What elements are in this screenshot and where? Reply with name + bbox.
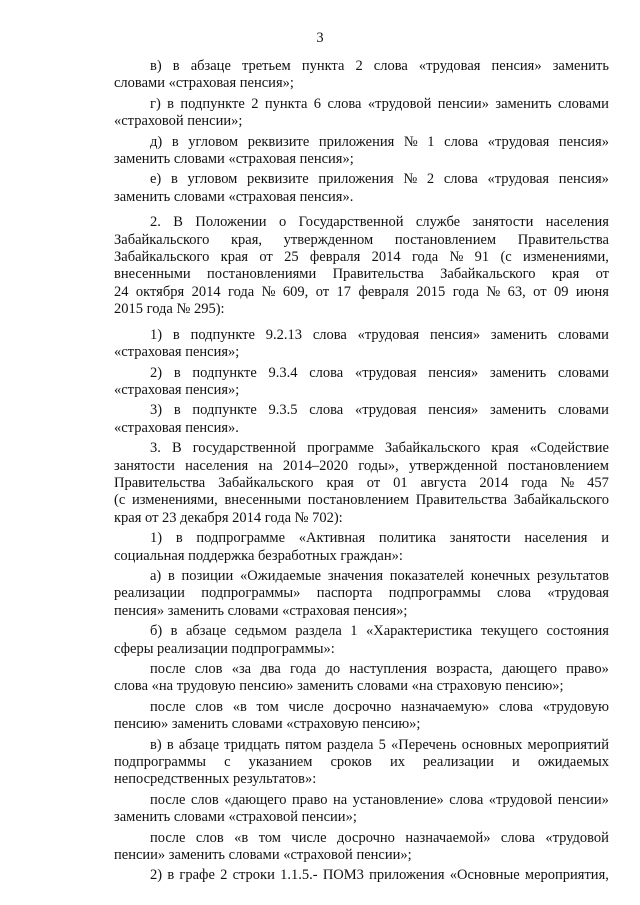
text-line: социальная поддержка безработных граждан»: bbox=[114, 547, 403, 564]
text-line: 2) в подпункте 9.3.4 слова «трудовая пенсия» заменить словами bbox=[150, 364, 609, 381]
text-line: после слов «за два года до наступления возраста, дающего право» bbox=[150, 661, 609, 677]
paragraph bbox=[114, 402, 609, 437]
text-line: 3) в подпункте 9.3.5 слова «трудовая пенсия» заменить словами bbox=[150, 402, 609, 419]
text-line: «страховой пенсии»; bbox=[114, 113, 243, 130]
text-line: а) в позиции «Ожидаемые значения показателей конечных результатов bbox=[150, 567, 609, 584]
paragraph bbox=[114, 58, 609, 93]
text-line: 1) в подпрограмме «Активная политика занятости населения и bbox=[150, 530, 609, 547]
text-line: заменить словами «страховой пенсии»; bbox=[114, 809, 357, 826]
text-line: сферы реализации подпрограммы»: bbox=[114, 640, 335, 657]
text-line: края от 23 декабря 2014 года № 702): bbox=[114, 509, 343, 526]
text-line: 2. В Положении о Государственной службе занятости населения bbox=[150, 214, 609, 231]
paragraph bbox=[114, 568, 609, 620]
paragraph bbox=[114, 134, 609, 169]
text-line: непосредственных результатов»: bbox=[114, 771, 317, 788]
text-line: (с изменениями, внесенными постановлением Правительства Забайкальского bbox=[114, 492, 609, 509]
text-line: Забайкальского края от 25 февраля 2014 года № 91 (с изменениями, bbox=[114, 249, 609, 266]
paragraph bbox=[114, 792, 609, 827]
text-line: 2) в графе 2 строки 1.1.5.- ПОМ3 приложения «Основные мероприятия, bbox=[150, 867, 609, 884]
text-line: б) в абзаце седьмом раздела 1 «Характеристика текущего состояния bbox=[150, 623, 609, 640]
paragraph bbox=[114, 623, 609, 658]
text-line: 1) в подпункте 9.2.13 слова «трудовая пенсия» заменить словами bbox=[150, 326, 609, 343]
text-line: пенсию» заменить словами «страховую пенсию»; bbox=[114, 716, 421, 733]
text-line: «страховая пенсия»; bbox=[114, 381, 240, 398]
text-line: «страховая пенсия». bbox=[114, 419, 239, 436]
text-line: слова «на трудовую пенсию» заменить словами «на страховую пенсию»; bbox=[114, 678, 564, 695]
paragraph bbox=[114, 171, 609, 206]
text-line: Забайкальского края, утвержденном постановлением Правительства bbox=[114, 231, 609, 248]
document-body bbox=[114, 58, 609, 888]
text-line: после слов «в том числе досрочно назначаемой» слова «трудовой bbox=[150, 829, 609, 846]
paragraph bbox=[114, 327, 609, 362]
paragraph bbox=[114, 867, 609, 884]
text-line: подпрограммы с указанием сроков их реализации и ожидаемых bbox=[114, 754, 609, 771]
text-line: заменить словами «страховая пенсия»; bbox=[114, 151, 354, 168]
paragraph bbox=[114, 365, 609, 400]
text-line: реализации подпрограммы» паспорта подпрограммы слова «трудовая bbox=[114, 585, 609, 602]
text-line: д) в угловом реквизите приложения № 1 слова «трудовая пенсия» bbox=[150, 133, 609, 150]
page-number: 3 bbox=[316, 30, 324, 46]
paragraph bbox=[114, 830, 609, 865]
text-line: пенсии» заменить словами «страховой пенсии»; bbox=[114, 847, 412, 864]
paragraph bbox=[114, 440, 609, 527]
text-line: 2015 года № 295): bbox=[114, 301, 225, 318]
text-line: «страховая пенсия»; bbox=[114, 344, 240, 361]
text-line: в) в абзаце тридцать пятом раздела 5 «Перечень основных мероприятий bbox=[150, 736, 609, 753]
text-line: е) в угловом реквизите приложения № 2 слова «трудовая пенсия» bbox=[150, 171, 609, 188]
text-line: пенсия» заменить словами «страховая пенсия»; bbox=[114, 602, 408, 619]
paragraph bbox=[114, 214, 609, 318]
text-line: 24 октября 2014 года № 609, от 17 февраля 2015 года № 63, от 09 июня bbox=[114, 283, 609, 300]
paragraph bbox=[114, 661, 609, 696]
paragraph bbox=[114, 96, 609, 131]
paragraph bbox=[114, 530, 609, 565]
text-line: 3. В государственной программе Забайкальского края «Содействие bbox=[150, 440, 609, 457]
text-line: в) в абзаце третьем пункта 2 слова «трудовая пенсия» заменить bbox=[150, 58, 609, 74]
text-line: занятости населения на 2014–2020 годы», утвержденной постановлением bbox=[114, 457, 609, 474]
text-line: словами «страховая пенсия»; bbox=[114, 75, 294, 92]
text-line: г) в подпункте 2 пункта 6 слова «трудовой пенсии» заменить словами bbox=[150, 95, 609, 112]
text-line: внесенными постановлениями Правительства Забайкальского края от bbox=[114, 266, 609, 283]
paragraph bbox=[114, 699, 609, 734]
text-line: заменить словами «страховая пенсия». bbox=[114, 188, 354, 205]
text-line: после слов «в том числе досрочно назначаемую» слова «трудовую bbox=[150, 698, 609, 715]
text-line: Правительства Забайкальского края от 01 августа 2014 года № 457 bbox=[114, 474, 609, 491]
paragraph bbox=[114, 737, 609, 789]
text-line: после слов «дающего право на установление» слова «трудовой пенсии» bbox=[150, 791, 609, 808]
